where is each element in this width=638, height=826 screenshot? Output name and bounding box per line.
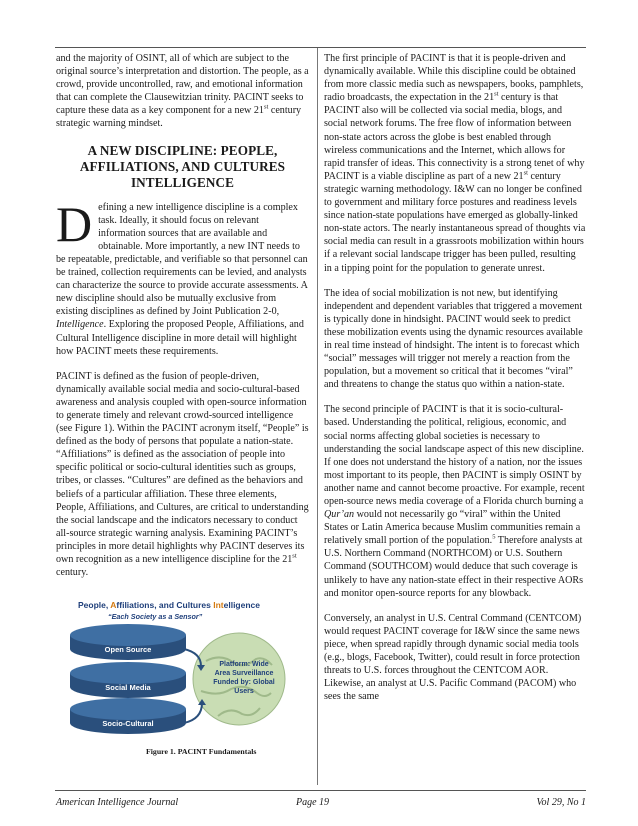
left-paragraph-1: and the majority of OSINT, all of which are subject to the original source’s interpretation and distortion. The people, as a crowd, provide uncontrolled, raw, and emotional information that can complete the Clausewitzian trinity. PACINT seeks to capture these data as a key component for a new 21st century strategic warning mindset. — [56, 53, 309, 130]
section-heading — [56, 143, 309, 191]
figure-subtitle: “Each Society as a Sensor” — [108, 612, 203, 622]
social-media-label: Social Media — [105, 683, 151, 693]
section-heading-line-1: A NEW DISCIPLINE: PEOPLE, — [87, 142, 278, 158]
globe-label-4: Users — [234, 688, 254, 696]
column-divider — [317, 48, 318, 785]
open-source-label: Open Source — [104, 645, 152, 655]
figure-1 — [56, 591, 309, 759]
footer-page-number: Page 19 — [296, 797, 330, 808]
globe-label-2: Area Surveillance — [214, 670, 274, 678]
globe-label-3: Funded by: Global — [213, 679, 275, 687]
open-source-disc — [70, 624, 186, 646]
socio-cultural-label: Socio-Cultural — [102, 719, 154, 729]
section-heading-line-2: AFFILIATIONS, AND CULTURES — [79, 158, 286, 174]
bottom-rule — [55, 790, 586, 791]
socio-cultural-disc — [70, 698, 186, 720]
footer-journal-name: American Intelligence Journal — [56, 797, 179, 808]
figure-title: People, Affiliations, and Cultures Intelligence — [78, 600, 261, 611]
right-paragraph-4: Conversely, an analyst in U.S. Central Command (CENTCOM) would request PACINT coverage for I&W since the same news piece, when spread rapidly through dynamic social media tools (e.g., blogs, Facebook, Twitter), could result in force protection threats to U.S. forces throughout the CENTCOM AOR. Likewise, an analyst at U.S. Pacific Command (PACOM) who sees the same — [324, 612, 582, 703]
right-paragraph-2: The idea of social mobilization is not new, but identifying independent and dependent variables that triggered a movement is typically done in hindsight. PACINT would seek to predict these mobilization events using the dynamic resources available in real time instead of hindsight. The intent is to forecast which “social” messages will trigger not merely a reaction from the population, but a movement so critical that it becomes “viral” and threatens to change the status quo within a nation-state. — [324, 287, 583, 391]
right-paragraph-1: The first principle of PACINT is that it is people-driven and dynamically available. While this discipline could be obtained from more classic media such as newspapers, books, pamphlets, radio broadcasts, the expectation in the 21st century is that PACINT also will be collected via social media, blogs, and social network forums. The free flow of information between non-state actors across the globe is best enabled through wireless communications and the Internet, which allows for rapid transfer of ideas. This connectivity is a strong tenet of why PACINT is a viable discipline as part of a new 21st century strategic warning methodology. I&W can no longer be confined to government and military force postures and readiness levels since nation-state populations have emerged as globally-linked non-state actors. The nearly instantaneous spread of thoughts via social media can result in a grassroots mobilization within hours if a relevant social landscape trigger has been pulled, resulting in a tipping point for the population to generate unrest. — [324, 53, 586, 274]
drop-cap: D — [56, 195, 93, 252]
left-paragraph-3: PACINT is defined as the fusion of people-driven, dynamically available social media and socio-cultural-based awareness and analysis coupled with open-source information to generate timely and relevant crowd-sourced intelligence (see Figure 1). Within the PACINT acronym itself, “People” is defined as the body of persons that populate a nation-state. “Affiliations” is defined as the association of people into specific political or socio-cultural identities such as groups, tribes, or classes. “Cultures” are defined as the behaviors and beliefs of a particular affiliation. These three elements, People, Affiliations, and Cultures, are critical to understanding the social landscape and the indicators necessary to conduct all-source strategic warning analysis. Examining PACINT’s principles in more detail highlights why PACINT deserves its own recognition as a new intelligence discipline for the 21st century. — [56, 370, 309, 579]
left-paragraph-2: Defining a new intelligence discipline is a complex task. Ideally, it should focus on relevant information sources that are available and obtainable. More importantly, a new INT needs to be repeatable, predictable, and verifiable so that personnel can be trained, collection requirements can be levied, and analysts can characterize the source to provide accurate assessments. A new discipline should also be mutually exclusive from existing disciplines as defined by Joint Publication 2-0, Intelligence. Exploring the proposed People, Affiliations, and Cultural Intelligence discipline in more detail will highlight how PACINT meets these requirements. — [56, 195, 308, 357]
right-paragraph-3: The second principle of PACINT is that it is socio-cultural-based. Understanding the political, religious, economic, and social norms affecting global societies is necessary to understanding the social landscape aspect of this new discipline. If one does not understand the history of a nation, nor the issues most important to its people, then PACINT is simply OSINT by another name and cannot become proactive. For example, recent open-source news media coverage of a Florida church burning a Qur’an would not necessarily go “viral” within the United States or Latin America because Muslim communities remain a relatively small portion of the population.$^5$ Therefore analysts at U.S. Northern Command (NORTHCOM) or U.S. Southern Command (SOUTHCOM) would deduce that such coverage is unlikely to have any nation-state effect in their respective AORs and monitor open-source reports for any blowback. — [324, 404, 585, 599]
figure-caption: Figure 1. PACINT Fundamentals — [146, 747, 257, 757]
top-rule — [55, 47, 586, 48]
right-column — [324, 52, 586, 715]
left-column — [56, 52, 309, 759]
section-heading-line-3: INTELLIGENCE — [130, 174, 235, 190]
globe-label-1: Platform: Wide — [219, 661, 269, 669]
footer-volume: Vol 29, No 1 — [536, 797, 586, 808]
social-media-disc — [70, 662, 186, 684]
